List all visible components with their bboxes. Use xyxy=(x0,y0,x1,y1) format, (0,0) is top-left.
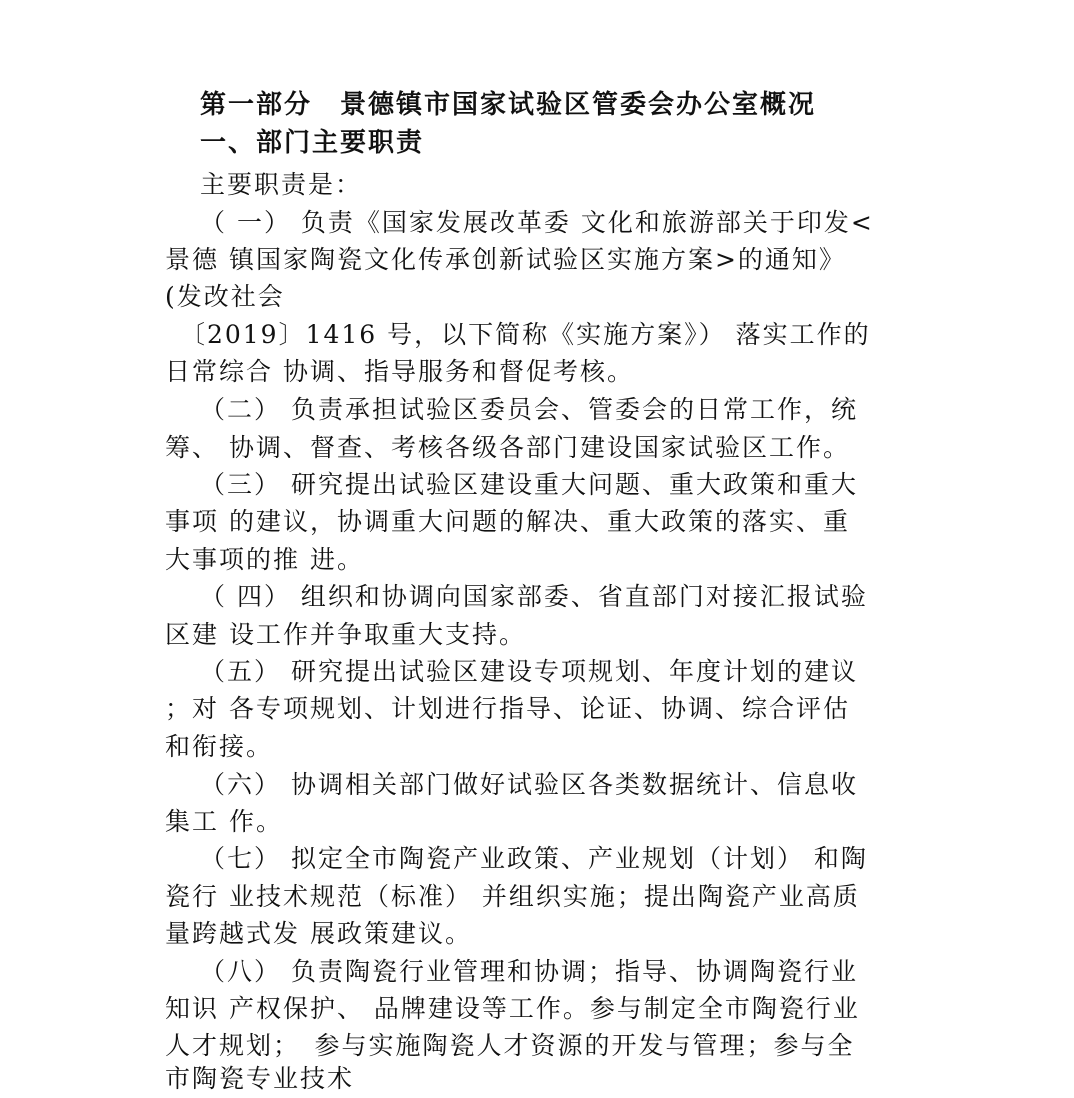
body-line: 大事项的推 进。 xyxy=(165,545,364,574)
body-line: 〔2019〕1416 号，以下简称《实施方案》） 落实工作的 xyxy=(170,320,871,349)
body-line: （五） 研究提出试验区建设专项规划、年度计划的建议 xyxy=(200,657,858,686)
body-line: 景德 镇国家陶瓷文化传承创新试验区实施方案>的通知》 xyxy=(165,245,846,274)
body-line: 和衔接。 xyxy=(165,732,274,761)
body-line: （三） 研究提出试验区建设重大问题、重大政策和重大 xyxy=(200,470,858,499)
body-line: （ 一） 负责《国家发展改革委 文化和旅游部关于印发< xyxy=(200,208,874,237)
body-line: 日常综合 协调、指导服务和督促考核。 xyxy=(165,357,634,386)
document-title: 第一部分 景德镇市国家试验区管委会办公室概况 xyxy=(200,90,817,120)
body-line: 主要职责是： xyxy=(200,170,363,199)
section-heading: 一、部门主要职责 xyxy=(200,128,425,158)
body-line: （七） 拟定全市陶瓷产业政策、产业规划（计划） 和陶 xyxy=(200,844,868,873)
body-line: 事项 的建议，协调重大问题的解决、重大政策的落实、重 xyxy=(165,507,850,536)
body-line: 筹、 协调、督查、考核各级各部门建设国家试验区工作。 xyxy=(165,433,850,462)
body-line: 瓷行 业技术规范（标准） 并组织实施；提出陶瓷产业高质 xyxy=(165,882,860,911)
body-line: 区建 设工作并争取重大支持。 xyxy=(165,620,526,649)
body-line: ；对 各专项规划、计划进行指导、论证、协调、综合评估 xyxy=(165,694,850,723)
body-line: （八） 负责陶瓷行业管理和协调；指导、协调陶瓷行业 xyxy=(200,957,858,986)
body-line: 集工 作。 xyxy=(165,807,283,836)
body-line: （六） 协调相关部门做好试验区各类数据统计、信息收 xyxy=(200,770,858,799)
body-line: （ 四） 组织和协调向国家部委、省直部门对接汇报试验 xyxy=(200,582,868,611)
body-line: 知识 产权保护、 品牌建设等工作。参与制定全市陶瓷行业 xyxy=(165,994,860,1023)
body-line: 人才规划； 参与实施陶瓷人才资源的开发与管理；参与全 xyxy=(165,1031,855,1060)
body-line: 市陶瓷专业技术 xyxy=(165,1064,355,1093)
body-line: 量跨越式发 展政策建议。 xyxy=(165,919,472,948)
body-line: （二） 负责承担试验区委员会、管委会的日常工作，统 xyxy=(200,395,858,424)
body-line: (发改社会 xyxy=(165,282,285,311)
